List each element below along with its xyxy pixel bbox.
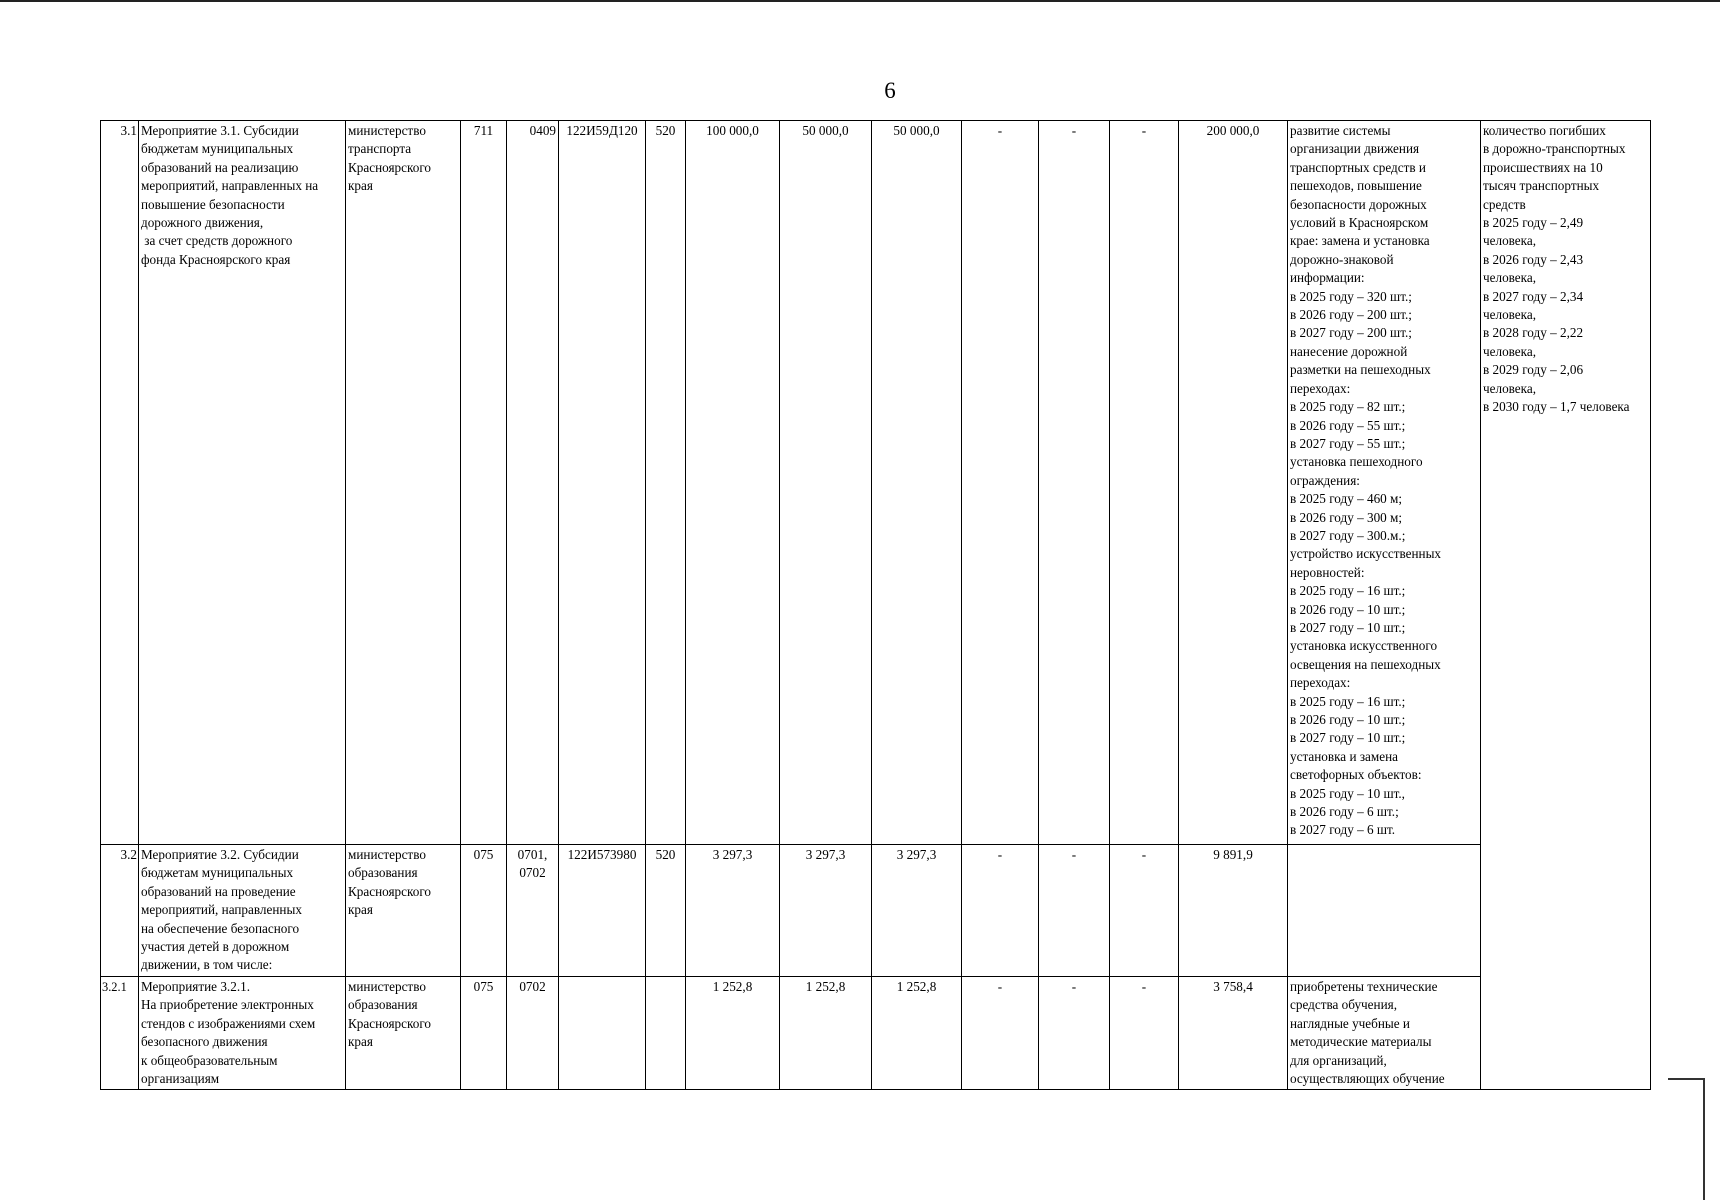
amount-2028: - [962, 121, 1039, 845]
vr-code: 520 [646, 845, 686, 977]
amount-2029: - [1039, 977, 1110, 1090]
grbs-code: 711 [461, 121, 507, 845]
scan-top-edge [0, 0, 1720, 2]
amount-total: 9 891,9 [1179, 845, 1288, 977]
amount-total: 3 758,4 [1179, 977, 1288, 1090]
expected-result: приобретены технические средства обучения, наглядные учебные и методические материалы для организаций, осуществляющих обучение [1288, 977, 1481, 1090]
rzpr-code: 0702 [507, 977, 559, 1090]
program-activities-table [100, 120, 1651, 1090]
row-number: 3.2 [101, 845, 139, 977]
activity-name: Мероприятие 3.2.1. На приобретение электронных стендов с изображениями схем безопасного движения к общеобразовательным организациям [139, 977, 346, 1090]
scan-corner-mark [1703, 1078, 1705, 1200]
page-number: 6 [884, 78, 896, 103]
grbs-code: 075 [461, 977, 507, 1090]
amount-2027: 1 252,8 [872, 977, 962, 1090]
amount-2025: 1 252,8 [686, 977, 780, 1090]
vr-code [646, 977, 686, 1090]
amount-2029: - [1039, 121, 1110, 845]
amount-2027: 3 297,3 [872, 845, 962, 977]
amount-2029: - [1039, 845, 1110, 977]
row-number: 3.1 [101, 121, 139, 845]
table-row [101, 845, 1651, 977]
expected-result [1288, 845, 1481, 977]
amount-2025: 100 000,0 [686, 121, 780, 845]
amount-2028: - [962, 977, 1039, 1090]
amount-2030: - [1110, 977, 1179, 1090]
rzpr-code: 0701, 0702 [507, 845, 559, 977]
vr-code: 520 [646, 121, 686, 845]
amount-2026: 1 252,8 [780, 977, 872, 1090]
amount-2027: 50 000,0 [872, 121, 962, 845]
executor: министерство образования Красноярского края [346, 977, 461, 1090]
executor: министерство образования Красноярского края [346, 845, 461, 977]
amount-2025: 3 297,3 [686, 845, 780, 977]
activity-name: Мероприятие 3.1. Субсидии бюджетам муниципальных образований на реализацию мероприятий, направленных на повышение безопасности дорожного движения, за счет средств дорожного фонда Красноярского края [139, 121, 346, 845]
amount-2030: - [1110, 121, 1179, 845]
row-number: 3.2.1 [101, 977, 139, 1090]
amount-2026: 3 297,3 [780, 845, 872, 977]
amount-2026: 50 000,0 [780, 121, 872, 845]
csr-code: 122И573980 [559, 845, 646, 977]
csr-code: 122И59Д120 [559, 121, 646, 845]
csr-code [559, 977, 646, 1090]
table-row [101, 121, 1651, 845]
rzpr-code: 0409 [507, 121, 559, 845]
grbs-code: 075 [461, 845, 507, 977]
activity-name: Мероприятие 3.2. Субсидии бюджетам муниципальных образований на проведение мероприятий, направленных на обеспечение безопасного участия детей в дорожном движении, в том числе: [139, 845, 346, 977]
expected-result: развитие системы организации движения транспортных средств и пешеходов, повышение безопасности дорожных условий в Красноярском крае: замена и установка дорожно-знаковой информации: в 2025 году – 320 шт.; в 2026 году – 200 шт.; в 2027 году – 200 шт.; нанесение дорожной разметки на пешеходных переходах: в 2025 году – 82 шт.; в 2026 году – 55 шт.; в 2027 году – 55 шт.; установка пешеходного ограждения: в 2025 году – 460 м; в 2026 году – 300 м; в 2027 году – 300.м.; устройство искусственных неровностей: в 2025 году – 16 шт.; в 2026 году – 10 шт.; в 2027 году – 10 шт.; установка искусственного освещения на пешеходных переходах: в 2025 году – 16 шт.; в 2026 году – 10 шт.; в 2027 году – 10 шт.; установка и замена светофорных объектов: в 2025 году – 10 шт., в 2026 году – 6 шт.; в 2027 году – 6 шт. [1288, 121, 1481, 845]
table-row [101, 977, 1651, 1090]
amount-2028: - [962, 845, 1039, 977]
amount-2030: - [1110, 845, 1179, 977]
executor: министерство транспорта Красноярского края [346, 121, 461, 845]
amount-total: 200 000,0 [1179, 121, 1288, 845]
scan-corner-mark-horizontal [1668, 1078, 1705, 1080]
target-indicator: количество погибших в дорожно-транспортных происшествиях на 10 тысяч транспортных средств в 2025 году – 2,49 человека, в 2026 году – 2,43 человека, в 2027 году – 2,34 человека, в 2028 году – 2,22 человека, в 2029 году – 2,06 человека, в 2030 году – 1,7 человека [1481, 121, 1651, 1090]
